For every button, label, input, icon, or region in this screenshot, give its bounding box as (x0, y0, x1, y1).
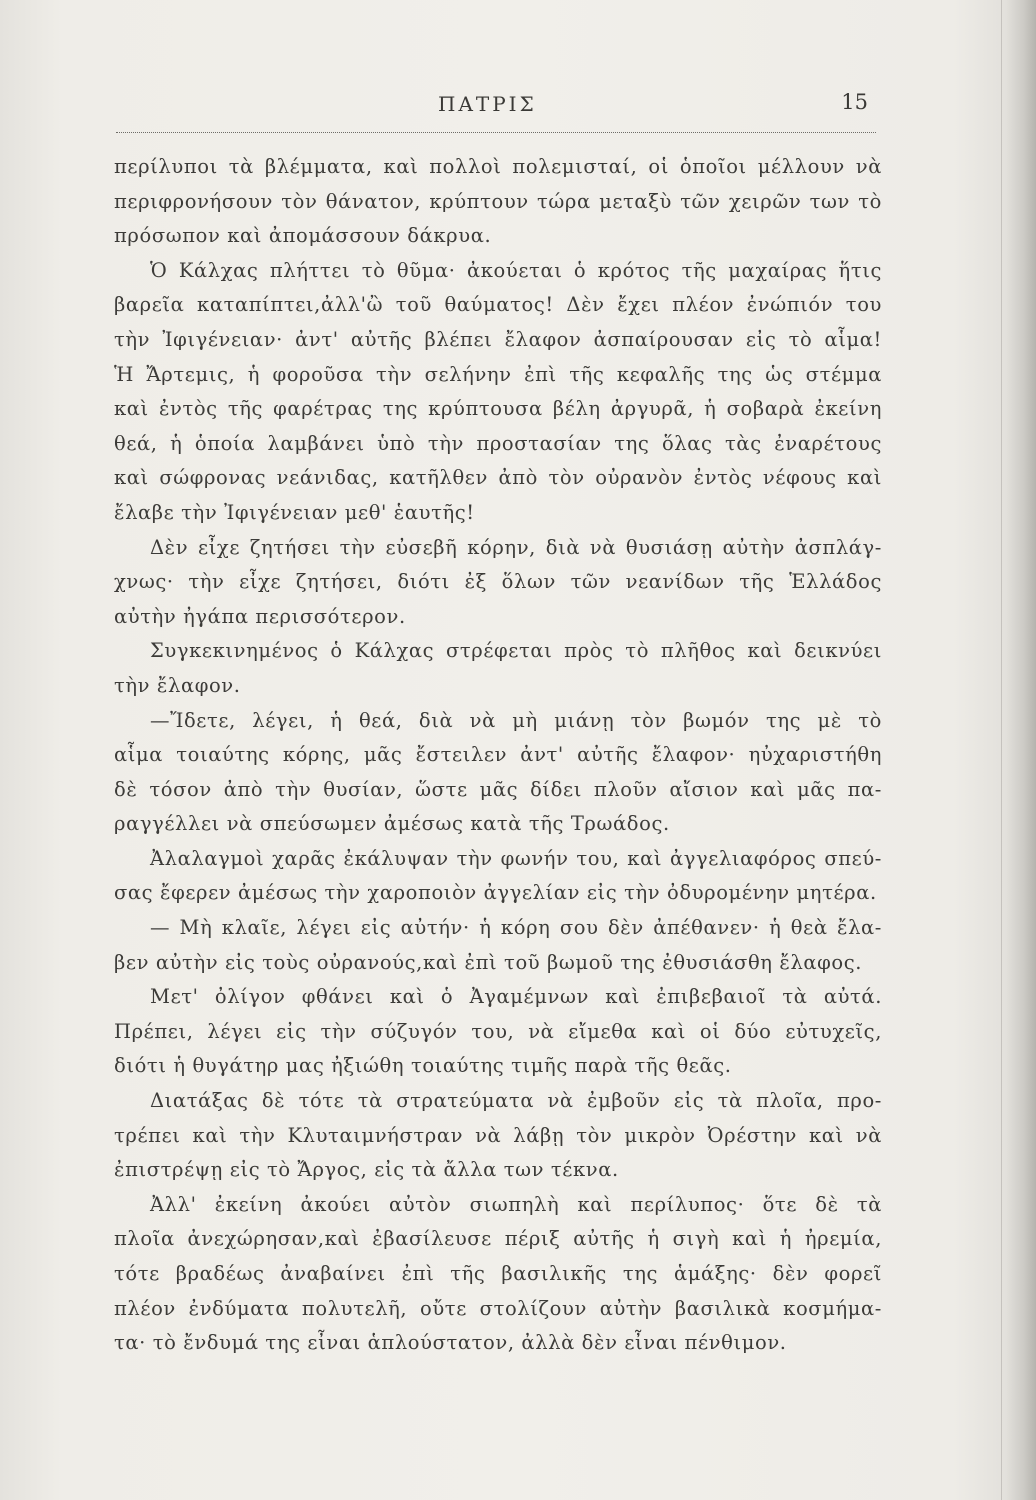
text-line: βεν αὐτὴν εἰς τοὺς οὐρανούς,καὶ ἐπὶ τοῦ βωμοῦ της ἐθυσιάσθη ἔλαφος. (114, 950, 863, 974)
text-line: —Ἴδετε, λέγει, ἡ θεά, διὰ νὰ μὴ μιάνῃ τὸν βωμόν της μὲ τὸ (150, 708, 882, 732)
text-line: Ἡ Ἄρτεμις, ἡ φοροῦσα τὴν σελήνην ἐπὶ τῆς κεφαλῆς της ὡς στέμμα (114, 362, 882, 386)
text-line: τὴν Ἰφιγένειαν· ἀντ' αὐτῆς βλέπει ἔλαφον ἀσπαίρουσαν εἰς τὸ αἷμα! (114, 327, 882, 351)
page-edge-shadow (1006, 0, 1036, 1500)
text-line: Ἀλλ' ἐκείνη ἀκούει αὐτὸν σιωπηλὴ καὶ περίλυπος· ὅτε δὲ τὰ (150, 1192, 882, 1216)
text-line: χνως· τὴν εἶχε ζητήσει, διότι ἐξ ὅλων τῶν νεανίδων τῆς Ἑλλάδος (114, 570, 882, 594)
binding-line (1001, 0, 1002, 1500)
text-line: τρέπει καὶ τὴν Κλυταιμνήστραν νὰ λάβῃ τὸν μικρὸν Ὀρέστην καὶ νὰ (114, 1123, 882, 1147)
text-line: πρόσωπον καὶ ἀπομάσσουν δάκρυα. (114, 224, 492, 248)
text-line: ἐπιστρέψῃ εἰς τὸ Ἄργος, εἰς τὰ ἄλλα των τέκνα. (114, 1158, 619, 1182)
body-text (114, 150, 882, 1361)
page-number: 15 (841, 90, 868, 114)
text-line: Δὲν εἶχε ζητήσει τὴν εὐσεβῆ κόρην, διὰ νὰ θυσιάσῃ αὐτὴν ἀσπλάγ- (150, 535, 882, 559)
text-line: τα· τὸ ἔνδυμά της εἶναι ἁπλούστατον, ἀλλὰ δὲν εἶναι πένθιμον. (114, 1331, 787, 1355)
page-header (116, 88, 876, 122)
text-line: σας ἔφερεν ἀμέσως τὴν χαροποιὸν ἀγγελίαν εἰς τὴν ὀδυρομένην μητέρα. (114, 881, 877, 905)
text-line: βαρεῖα καταπίπτει,ἀλλ'ὢ τοῦ θαύματος! Δὲν ἔχει πλέον ἐνώπιόν του (114, 293, 882, 317)
text-line: περιφρονήσουν τὸν θάνατον, κρύπτουν τώρα μεταξὺ τῶν χειρῶν των τὸ (114, 189, 882, 213)
text-line: θεά, ἡ ὁποία λαμβάνει ὑπὸ τὴν προστασίαν της ὅλας τὰς ἐναρέτους (114, 431, 882, 455)
text-line: τὴν ἔλαφον. (114, 673, 241, 697)
text-line: τότε βραδέως ἀναβαίνει ἐπὶ τῆς βασιλικῆς της ἁμάξης· δὲν φορεῖ (114, 1262, 882, 1285)
text-line: πλέον ἐνδύματα πολυτελῆ, οὔτε στολίζουν αὐτὴν βασιλικὰ κοσμήμα- (114, 1296, 882, 1320)
text-line: Διατάξας δὲ τότε τὰ στρατεύματα νὰ ἐμβοῦν εἰς τὰ πλοῖα, προ- (150, 1089, 882, 1113)
text-line: διότι ἡ θυγάτηρ μας ἠξιώθη τοιαύτης τιμῆς παρὰ τῆς θεᾶς. (114, 1054, 732, 1078)
text-line: καὶ σώφρονας νεάνιδας, κατῆλθεν ἀπὸ τὸν οὐρανὸν ἐντὸς νέφους καὶ (114, 466, 882, 490)
text-line: αὐτὴν ἠγάπα περισσότερον. (114, 604, 406, 628)
text-line: — Μὴ κλαῖε, λέγει εἰς αὐτήν· ἡ κόρη σου δὲν ἀπέθανεν· ἡ θεὰ ἔλα- (150, 916, 882, 940)
running-title: ΠΑΤΡΙΣ (438, 92, 537, 116)
text-line: ραγγέλλει νὰ σπεύσωμεν ἀμέσως κατὰ τῆς Τρωάδος. (114, 812, 670, 836)
text-line: Ὁ Κάλχας πλήττει τὸ θῦμα· ἀκούεται ὁ κρότος τῆς μαχαίρας ἥτις (150, 258, 882, 282)
text-line: καὶ ἐντὸς τῆς φαρέτρας της κρύπτουσα βέλη ἀργυρᾶ, ἡ σοβαρὰ ἐκείνη (114, 397, 882, 421)
text-line: ἔλαβε τὴν Ἰφιγένειαν μεθ' ἑαυτῆς! (114, 500, 475, 524)
text-line: δὲ τόσον ἀπὸ τὴν θυσίαν, ὥστε μᾶς δίδει πλοῦν αἴσιον καὶ μᾶς πα- (114, 777, 882, 801)
text-line: Μετ' ὀλίγον φθάνει καὶ ὁ Ἀγαμέμνων καὶ ἐπιβεβαιοῖ τὰ αὐτά. (150, 985, 882, 1009)
text-line: Συγκεκινημένος ὁ Κάλχας στρέφεται πρὸς τὸ πλῆθος καὶ δεικνύει (150, 639, 882, 663)
text-line: Πρέπει, λέγει εἰς τὴν σύζυγόν του, νὰ εἴμεθα καὶ οἱ δύο εὐτυχεῖς, (114, 1019, 882, 1043)
header-rule (116, 132, 876, 133)
text-line: περίλυποι τὰ βλέμματα, καὶ πολλοὶ πολεμισταί, οἱ ὁποῖοι μέλλουν νὰ (114, 155, 882, 178)
text-line: αἷμα τοιαύτης κόρης, μᾶς ἔστειλεν ἀντ' αὐτῆς ἔλαφον· ηὐχαριστήθη (114, 743, 882, 767)
text-line: Ἀλαλαγμοὶ χαρᾶς ἐκάλυψαν τὴν φωνήν του, καὶ ἀγγελιαφόρος σπεύ- (150, 846, 882, 870)
text-line: πλοῖα ἀνεχώρησαν,καὶ ἐβασίλευσε πέριξ αὐτῆς ἡ σιγὴ καὶ ἡ ἠρεμία, (114, 1227, 882, 1251)
